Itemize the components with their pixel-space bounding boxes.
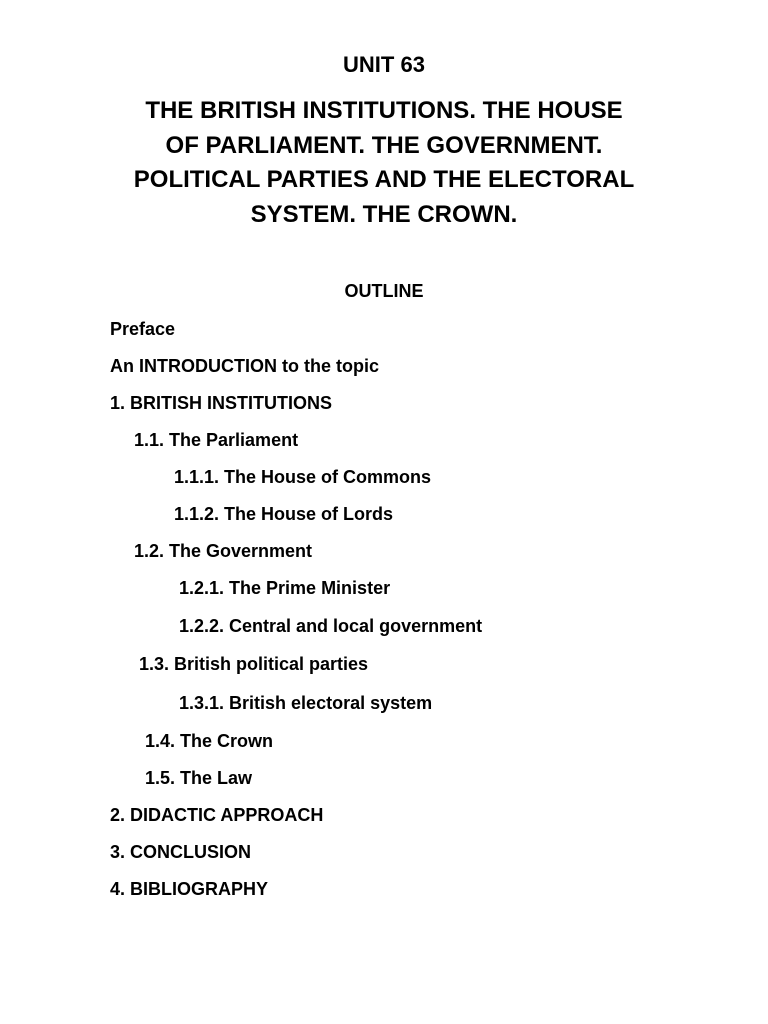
toc-item-preface: Preface <box>110 319 176 339</box>
toc-item-law: 1.5. The Law <box>145 768 253 788</box>
title-line: SYSTEM. THE CROWN. <box>250 200 518 228</box>
toc-item-parliament: 1.1. The Parliament <box>134 430 299 450</box>
title-line: OF PARLIAMENT. THE GOVERNMENT. <box>165 131 603 159</box>
toc-item-introduction: An INTRODUCTION to the topic <box>110 356 379 376</box>
toc-item-prime-minister: 1.2.1. The Prime Minister <box>179 578 391 598</box>
toc-item-bibliography: 4. BIBLIOGRAPHY <box>110 879 269 899</box>
toc-item-house-of-lords: 1.1.2. The House of Lords <box>174 504 394 524</box>
toc-item-conclusion: 3. CONCLUSION <box>110 842 252 862</box>
title-line: THE BRITISH INSTITUTIONS. THE HOUSE <box>145 97 623 124</box>
toc-item-political-parties: 1.3. British political parties <box>139 654 369 674</box>
title-line: POLITICAL PARTIES AND THE ELECTORAL <box>133 166 635 193</box>
toc-item-british-institutions: 1. BRITISH INSTITUTIONS <box>110 393 333 413</box>
toc-item-electoral-system: 1.3.1. British electoral system <box>179 693 433 713</box>
toc-item-didactic-approach: 2. DIDACTIC APPROACH <box>110 805 324 825</box>
unit-number: UNIT 63 <box>343 52 425 77</box>
toc-item-government: 1.2. The Government <box>134 541 313 561</box>
outline-heading: OUTLINE <box>344 281 424 301</box>
document-title <box>90 94 678 232</box>
toc-item-house-of-commons: 1.1.1. The House of Commons <box>174 467 432 487</box>
toc-item-central-local-government: 1.2.2. Central and local government <box>179 616 483 636</box>
toc-item-crown: 1.4. The Crown <box>145 731 274 751</box>
